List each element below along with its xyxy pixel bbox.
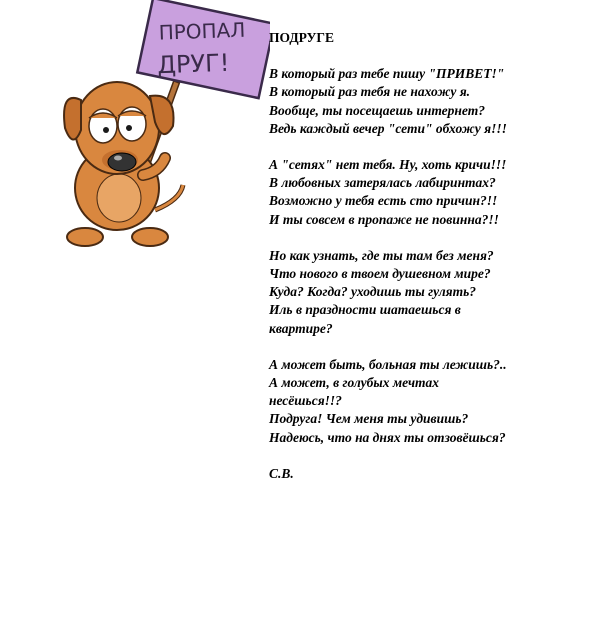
poem-stanza-4 bbox=[269, 356, 579, 447]
poem-line: В который раз тебя не нахожу я. bbox=[269, 84, 471, 100]
poem-stanza-3 bbox=[269, 247, 579, 338]
poem-line: В любовных затерялась лабиринтах? bbox=[269, 175, 496, 191]
sign-text-line2: ДРУГ! bbox=[156, 48, 230, 80]
poem-line: А "сетях" нет тебя. Ну, хоть кричи!!! bbox=[269, 157, 507, 173]
poem-stanza-1 bbox=[269, 65, 579, 138]
lost-friend-dog-illustration bbox=[55, 0, 270, 250]
poem-signature: С.В. bbox=[269, 465, 294, 481]
poem-line: А может, в голубых мечтах несёшься!!? bbox=[269, 375, 440, 409]
poem-line: Возможно у тебя есть сто причин?!! bbox=[269, 193, 498, 209]
poem-text bbox=[269, 29, 579, 483]
poem-stanza-2 bbox=[269, 156, 579, 229]
poem-line: Ведь каждый вечер "сети" обхожу я!!! bbox=[269, 120, 507, 136]
poem-line: В который раз тебе пишу "ПРИВЕТ!" bbox=[269, 66, 505, 82]
poem-line: Куда? Когда? уходишь ты гулять? bbox=[269, 284, 477, 300]
poem-line: Надеюсь, что на днях ты отзовёшься? bbox=[269, 429, 506, 445]
poem-line: Иль в праздности шатаешься в квартире? bbox=[269, 302, 461, 336]
poem-title: ПОДРУГЕ bbox=[269, 30, 335, 45]
poem-line: Вообще, ты посещаешь интернет? bbox=[269, 102, 485, 118]
poem-line: Но как узнать, где ты там без меня? bbox=[269, 247, 494, 263]
poem-line: И ты совсем в пропаже не повинна?!! bbox=[269, 211, 499, 227]
poem-line: Подруга! Чем меня ты удивишь? bbox=[269, 411, 469, 427]
poem-line: Что нового в твоем душевном мире? bbox=[269, 266, 491, 282]
poem-line: А может быть, больная ты лежишь?.. bbox=[269, 356, 507, 372]
sign-text-line1: ПРОПАЛ bbox=[158, 17, 246, 45]
